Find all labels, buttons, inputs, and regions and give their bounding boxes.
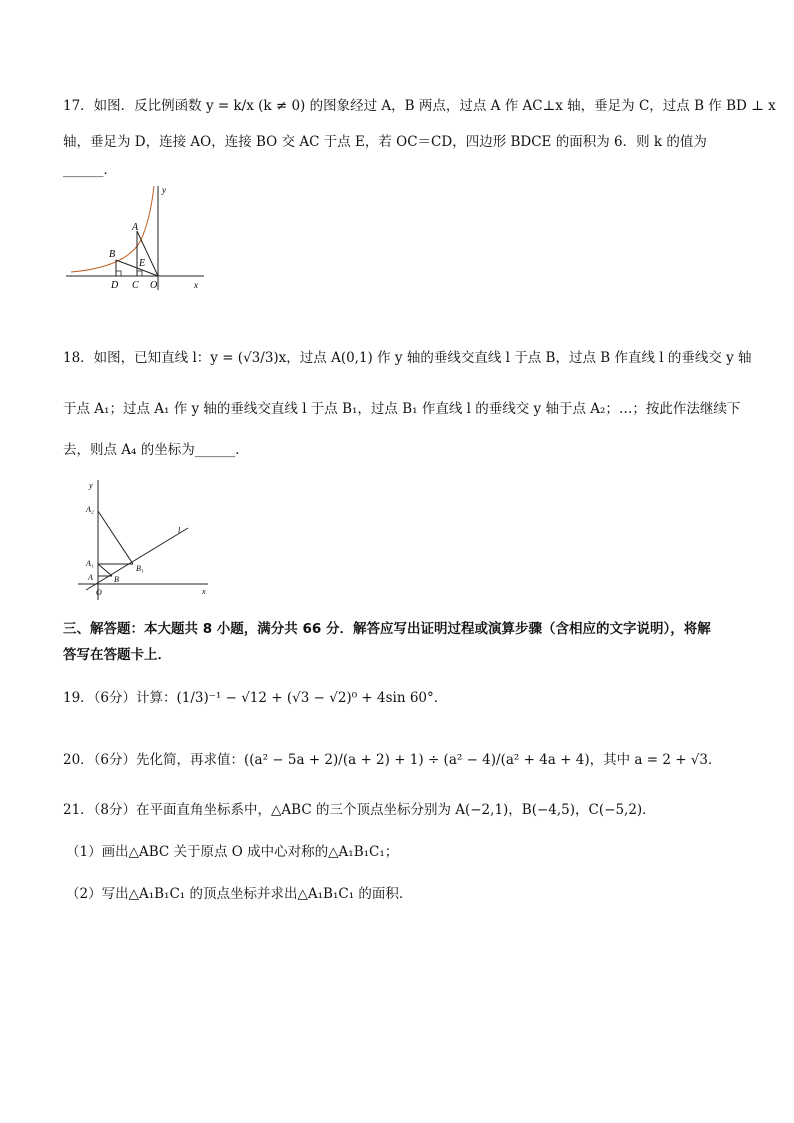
segment-ba1 (98, 564, 112, 576)
q20-text: 20．（6分）先化简，再求值：((a² − 5a + 2)/(a + 2) + 1) ÷ (a² − 4)/(a² + 4a + 4)，其中 a = 2 + √3． (63, 752, 722, 768)
label-x: x (194, 280, 198, 290)
q21-part-2: （2）写出△A₁B₁C₁ 的顶点坐标并求出△A₁B₁C₁ 的面积． (66, 886, 413, 902)
right-angle-c (137, 271, 142, 276)
label-a1: A₁ (86, 559, 94, 568)
q21-text: 21．（8分）在平面直角坐标系中，△ABC 的三个顶点坐标分别为 A(−2,1)，B(−4,5)，C(−5,2)． (63, 802, 656, 818)
label-b: B (114, 575, 119, 584)
label-b1: B₁ (136, 564, 144, 573)
section-3-line-2: 答写在答题卡上． (63, 647, 171, 663)
label-o: O (96, 588, 102, 597)
section-3-line-1: 三、解答题：本大题共 8 小题，满分共 66 分．解答应写出证明过程或演算步骤（含相应的文字说明），将解 (63, 621, 711, 637)
label-a2: A₂ (86, 505, 94, 514)
line-l (86, 528, 188, 590)
label-l: l (178, 526, 181, 535)
q19-text: 19．（6分）计算：(1/3)⁻¹ − √12 + (√3 − √2)⁰ + 4sin 60°． (63, 690, 448, 706)
q18-line-3: 去，则点 A₄ 的坐标为______． (63, 442, 249, 458)
label-o: O (150, 280, 158, 291)
label-y: y (162, 185, 166, 195)
q18-figure (78, 478, 212, 606)
q18-line-1: 18．如图，已知直线 l：y = (√3/3)x，过点 A(0,1) 作 y 轴的垂线交直线 l 于点 B，过点 B 作直线 l 的垂线交 y 轴 (63, 350, 752, 366)
q17-line-3: ______． (63, 162, 117, 178)
label-a: A (88, 573, 93, 582)
label-x: x (202, 587, 206, 596)
q18-line-2: 于点 A₁；过点 A₁ 作 y 轴的垂线交直线 l 于点 B₁，过点 B₁ 作直线 l 的垂线交 y 轴于点 A₂；…；按此作法继续下 (63, 401, 741, 417)
q17-line-2: 轴，垂足为 D，连接 AO，连接 BO 交 AC 于点 E，若 OC＝CD，四边形 BDCE 的面积为 6．则 k 的值为 (63, 134, 707, 150)
label-d: D (111, 280, 119, 291)
right-angle-d (116, 271, 121, 276)
q17-line-1: 17．如图．反比例函数 y = k/x (k ≠ 0) 的图象经过 A，B 两点，过点 A 作 AC⊥x 轴，垂足为 C，过点 B 作 BD ⊥ x (63, 98, 776, 114)
label-y: y (89, 481, 93, 490)
q21-part-1: （1）画出△ABC 关于原点 O 成中心对称的△A₁B₁C₁； (66, 844, 399, 860)
label-e: E (139, 258, 146, 269)
segment-b1a2 (98, 511, 133, 564)
q17-figure (66, 184, 206, 296)
label-a: A (132, 222, 139, 233)
label-b: B (109, 249, 116, 260)
label-c: C (132, 280, 139, 291)
